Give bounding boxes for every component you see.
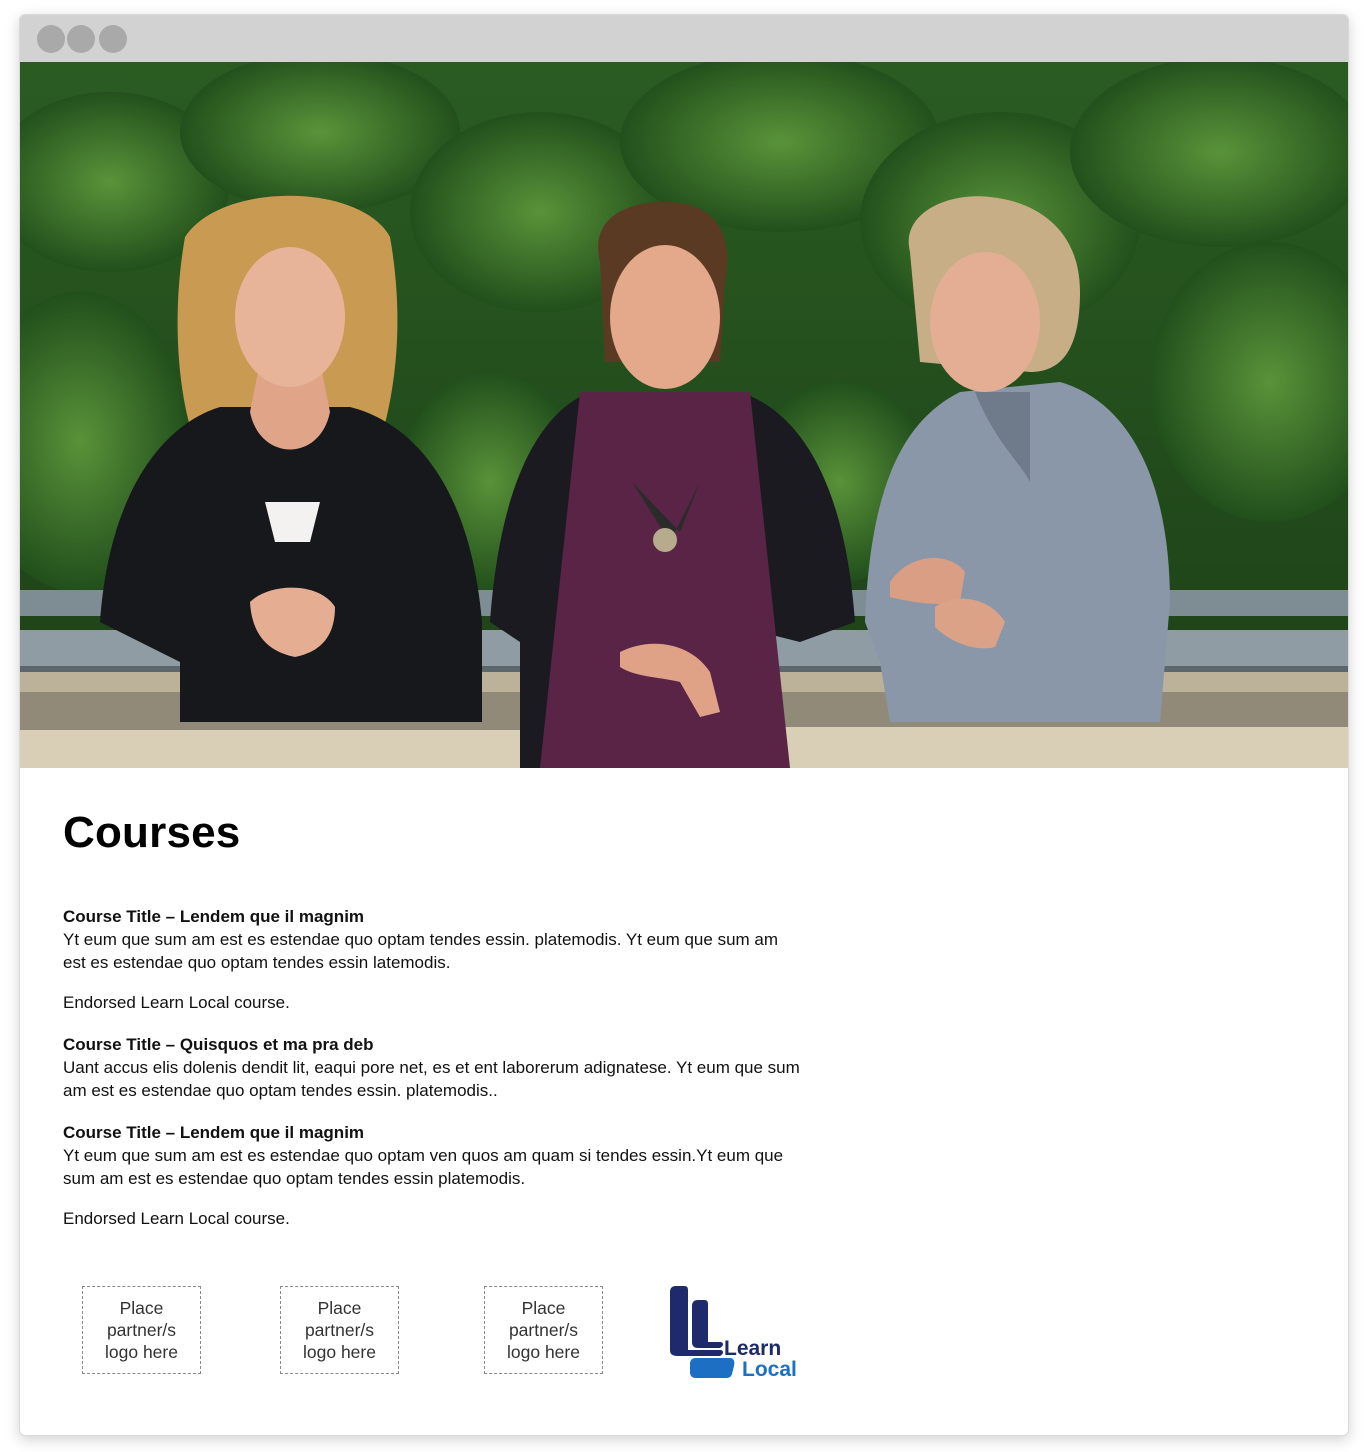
placeholder-line: logo here <box>507 1342 580 1362</box>
course-description: Yt eum que sum am est es estendae quo optam tendes essin. platemodis. Yt eum que sum am est es estendae quo optam tendes essin latemodis. <box>63 930 779 972</box>
partner-logo-placeholder <box>484 1286 603 1374</box>
learn-local-logo-mark <box>668 1284 808 1380</box>
course-item <box>63 1033 803 1102</box>
partner-logos <box>82 1286 842 1386</box>
window-titlebar <box>20 15 1348 62</box>
course-list <box>63 905 803 1249</box>
placeholder-line: partner/s <box>508 1320 579 1340</box>
course-title: Course Title – Lendem que il magnim <box>63 1123 365 1142</box>
window-minimize-button[interactable] <box>67 25 95 53</box>
placeholder-line: partner/s <box>106 1320 177 1340</box>
course-endorsement-note: Endorsed Learn Local course. <box>63 1209 290 1228</box>
window-maximize-button[interactable] <box>99 25 127 53</box>
course-title: Course Title – Quisquos et ma pra deb <box>63 1035 374 1054</box>
page-title: Courses <box>63 808 241 857</box>
course-item <box>63 905 803 1014</box>
course-title: Course Title – Lendem que il magnim <box>63 907 365 926</box>
logo-text-learn: Learn <box>724 1337 782 1360</box>
placeholder-line: Place <box>119 1298 164 1318</box>
course-description: Yt eum que sum am est es estendae quo optam ven quos am quam si tendes essin.Yt eum que sum am est es estendae quo optam tendes essin platemodis. <box>63 1146 784 1188</box>
course-description: Uant accus elis dolenis dendit lit, eaqui pore net, es et ent laborerum adignatese. Yt eum que sum am est es estendae quo optam tendes essin. platemodis.. <box>63 1058 800 1100</box>
hero-photo-illustration <box>20 62 1348 768</box>
window-close-button[interactable] <box>37 25 65 53</box>
hero-photo <box>20 62 1348 768</box>
partner-logo-placeholder <box>82 1286 201 1374</box>
partner-logo-placeholder <box>280 1286 399 1374</box>
course-endorsement-note: Endorsed Learn Local course. <box>63 993 290 1012</box>
learn-local-logo <box>668 1284 808 1380</box>
course-item <box>63 1121 803 1230</box>
logo-text-local: Local <box>742 1358 797 1380</box>
placeholder-line: logo here <box>303 1342 376 1362</box>
placeholder-line: Place <box>521 1298 566 1318</box>
placeholder-line: logo here <box>105 1342 178 1362</box>
placeholder-line: partner/s <box>304 1320 375 1340</box>
placeholder-line: Place <box>317 1298 362 1318</box>
